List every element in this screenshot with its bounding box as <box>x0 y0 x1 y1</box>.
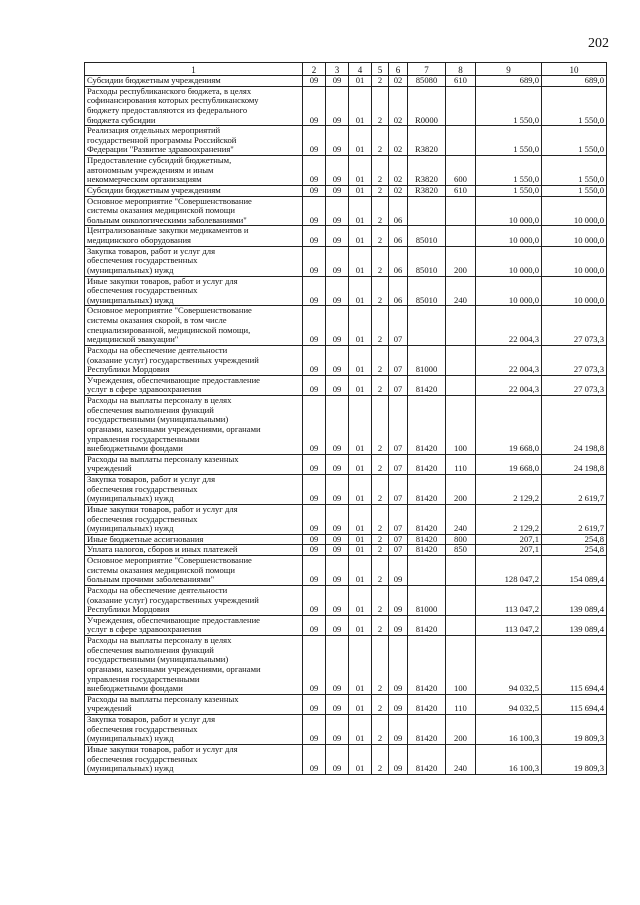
cell-amount-10: 24 198,8 <box>542 396 607 455</box>
cell-code-4: 01 <box>349 615 372 635</box>
cell-code-2: 09 <box>303 545 326 556</box>
cell-code-6: 09 <box>389 556 408 586</box>
cell-code-7: 85010 <box>408 246 446 276</box>
cell-code-5: 2 <box>372 126 389 156</box>
cell-code-3: 09 <box>326 545 349 556</box>
cell-code-8: 610 <box>446 185 476 196</box>
cell-code-2: 09 <box>303 715 326 745</box>
cell-code-6: 09 <box>389 636 408 695</box>
cell-code-3: 09 <box>326 534 349 545</box>
cell-code-8 <box>446 306 476 346</box>
cell-code-2: 09 <box>303 375 326 395</box>
cell-code-5: 2 <box>372 396 389 455</box>
table-row <box>85 126 607 156</box>
cell-code-2: 09 <box>303 226 326 246</box>
cell-amount-10: 1 550,0 <box>542 185 607 196</box>
cell-code-5: 2 <box>372 375 389 395</box>
cell-code-5: 2 <box>372 345 389 375</box>
cell-code-7: R3820 <box>408 185 446 196</box>
cell-code-6: 09 <box>389 715 408 745</box>
cell-code-2: 09 <box>303 744 326 774</box>
cell-description: Субсидии бюджетным учреждениям <box>85 185 303 196</box>
header-col-4: 4 <box>349 63 372 76</box>
cell-code-7: 85010 <box>408 226 446 246</box>
cell-code-7 <box>408 556 446 586</box>
cell-code-5: 2 <box>372 306 389 346</box>
cell-amount-10: 139 089,4 <box>542 615 607 635</box>
table-row <box>85 345 607 375</box>
table-row <box>85 306 607 346</box>
cell-code-8: 100 <box>446 396 476 455</box>
cell-amount-10: 19 809,3 <box>542 715 607 745</box>
cell-amount-9: 19 668,0 <box>476 454 542 474</box>
cell-code-5: 2 <box>372 585 389 615</box>
cell-code-2: 09 <box>303 636 326 695</box>
header-col-1: 1 <box>85 63 303 76</box>
cell-amount-9: 94 032,5 <box>476 694 542 714</box>
cell-code-4: 01 <box>349 126 372 156</box>
table-row <box>85 636 607 695</box>
cell-amount-9: 113 047,2 <box>476 615 542 635</box>
cell-code-2: 09 <box>303 454 326 474</box>
cell-code-3: 09 <box>326 156 349 186</box>
table-row <box>85 76 607 87</box>
cell-code-8: 200 <box>446 246 476 276</box>
cell-amount-10: 24 198,8 <box>542 454 607 474</box>
cell-amount-9: 1 550,0 <box>476 86 542 126</box>
cell-code-3: 09 <box>326 636 349 695</box>
cell-code-5: 2 <box>372 276 389 306</box>
cell-code-4: 01 <box>349 86 372 126</box>
cell-code-5: 2 <box>372 534 389 545</box>
cell-amount-9: 2 129,2 <box>476 504 542 534</box>
cell-code-5: 2 <box>372 156 389 186</box>
cell-code-5: 2 <box>372 636 389 695</box>
cell-amount-10: 1 550,0 <box>542 86 607 126</box>
header-col-7: 7 <box>408 63 446 76</box>
cell-code-7: 81420 <box>408 694 446 714</box>
cell-code-3: 09 <box>326 585 349 615</box>
cell-code-6: 09 <box>389 694 408 714</box>
cell-code-4: 01 <box>349 454 372 474</box>
cell-code-6: 02 <box>389 126 408 156</box>
cell-code-8: 800 <box>446 534 476 545</box>
table-row <box>85 534 607 545</box>
cell-code-7: 81420 <box>408 615 446 635</box>
cell-code-3: 09 <box>326 556 349 586</box>
cell-description: Уплата налогов, сборов и иных платежей <box>85 545 303 556</box>
cell-description: Расходы на выплаты персоналу в целях обеспечения выполнения функций государственными (муниципальными) органами, казенными учреждениями, органами управления государственными внебюджетными фондами <box>85 636 303 695</box>
cell-code-5: 2 <box>372 715 389 745</box>
cell-code-8: 200 <box>446 715 476 745</box>
cell-code-3: 09 <box>326 454 349 474</box>
cell-code-2: 09 <box>303 534 326 545</box>
cell-code-7: R0000 <box>408 86 446 126</box>
table-row <box>85 156 607 186</box>
cell-code-5: 2 <box>372 475 389 505</box>
cell-description: Централизованные закупки медикаментов и медицинского оборудования <box>85 226 303 246</box>
cell-description: Основное мероприятие "Совершенствование системы оказания скорой, в том числе специализированной, медицинской помощи, медицинской эвакуации" <box>85 306 303 346</box>
cell-code-3: 09 <box>326 196 349 226</box>
cell-code-6: 07 <box>389 375 408 395</box>
cell-code-5: 2 <box>372 185 389 196</box>
cell-code-4: 01 <box>349 585 372 615</box>
header-col-9: 9 <box>476 63 542 76</box>
cell-amount-9: 94 032,5 <box>476 636 542 695</box>
cell-code-2: 09 <box>303 126 326 156</box>
cell-description: Расходы республиканского бюджета, в целях софинансирования которых республиканскому бюджету предоставляются из федерального бюджета субсидии <box>85 86 303 126</box>
cell-code-4: 01 <box>349 196 372 226</box>
cell-code-2: 09 <box>303 185 326 196</box>
cell-code-6: 02 <box>389 156 408 186</box>
cell-description: Учреждения, обеспечивающие предоставление услуг в сфере здравоохранения <box>85 375 303 395</box>
cell-code-3: 09 <box>326 276 349 306</box>
cell-code-4: 01 <box>349 345 372 375</box>
table-row <box>85 585 607 615</box>
cell-code-3: 09 <box>326 715 349 745</box>
cell-code-8: 200 <box>446 475 476 505</box>
cell-description: Закупка товаров, работ и услуг для обеспечения государственных (муниципальных) нужд <box>85 715 303 745</box>
cell-code-2: 09 <box>303 246 326 276</box>
cell-code-8 <box>446 375 476 395</box>
cell-code-3: 09 <box>326 744 349 774</box>
cell-code-8 <box>446 86 476 126</box>
cell-code-2: 09 <box>303 76 326 87</box>
cell-code-2: 09 <box>303 556 326 586</box>
cell-code-6: 06 <box>389 246 408 276</box>
cell-amount-9: 10 000,0 <box>476 226 542 246</box>
cell-code-6: 02 <box>389 185 408 196</box>
cell-code-6: 09 <box>389 585 408 615</box>
cell-code-3: 09 <box>326 226 349 246</box>
cell-amount-9: 128 047,2 <box>476 556 542 586</box>
cell-code-4: 01 <box>349 504 372 534</box>
cell-code-7: 81420 <box>408 545 446 556</box>
cell-amount-10: 139 089,4 <box>542 585 607 615</box>
cell-code-7: 81420 <box>408 475 446 505</box>
cell-code-8 <box>446 196 476 226</box>
cell-code-4: 01 <box>349 534 372 545</box>
cell-code-8: 850 <box>446 545 476 556</box>
cell-code-8: 110 <box>446 454 476 474</box>
cell-code-6: 02 <box>389 86 408 126</box>
cell-amount-9: 689,0 <box>476 76 542 87</box>
cell-description: Иные закупки товаров, работ и услуг для обеспечения государственных (муниципальных) нужд <box>85 744 303 774</box>
cell-description: Иные закупки товаров, работ и услуг для обеспечения государственных (муниципальных) нужд <box>85 504 303 534</box>
cell-code-2: 09 <box>303 504 326 534</box>
cell-code-6: 06 <box>389 276 408 306</box>
cell-code-4: 01 <box>349 715 372 745</box>
cell-code-4: 01 <box>349 156 372 186</box>
cell-description: Закупка товаров, работ и услуг для обеспечения государственных (муниципальных) нужд <box>85 246 303 276</box>
cell-code-5: 2 <box>372 76 389 87</box>
cell-code-7: 81420 <box>408 534 446 545</box>
cell-code-2: 09 <box>303 276 326 306</box>
cell-code-2: 09 <box>303 475 326 505</box>
cell-code-7: R3820 <box>408 126 446 156</box>
cell-amount-10: 10 000,0 <box>542 226 607 246</box>
cell-code-6: 02 <box>389 76 408 87</box>
cell-amount-10: 115 694,4 <box>542 694 607 714</box>
cell-amount-9: 19 668,0 <box>476 396 542 455</box>
cell-code-6: 07 <box>389 454 408 474</box>
page-number: 202 <box>588 36 609 51</box>
cell-code-4: 01 <box>349 185 372 196</box>
cell-code-8: 240 <box>446 744 476 774</box>
cell-code-7: 85010 <box>408 276 446 306</box>
cell-code-2: 09 <box>303 585 326 615</box>
cell-code-7: 81000 <box>408 585 446 615</box>
cell-description: Иные бюджетные ассигнования <box>85 534 303 545</box>
cell-code-3: 09 <box>326 504 349 534</box>
cell-code-6: 07 <box>389 504 408 534</box>
cell-amount-9: 10 000,0 <box>476 246 542 276</box>
cell-code-6: 07 <box>389 534 408 545</box>
cell-code-5: 2 <box>372 246 389 276</box>
cell-code-4: 01 <box>349 375 372 395</box>
cell-code-5: 2 <box>372 694 389 714</box>
cell-code-2: 09 <box>303 156 326 186</box>
table-row <box>85 556 607 586</box>
cell-amount-10: 27 073,3 <box>542 306 607 346</box>
cell-amount-9: 16 100,3 <box>476 744 542 774</box>
cell-code-7: 81420 <box>408 504 446 534</box>
cell-code-7: 81420 <box>408 454 446 474</box>
header-col-10: 10 <box>542 63 607 76</box>
cell-code-4: 01 <box>349 694 372 714</box>
cell-description: Расходы на обеспечение деятельности (оказание услуг) государственных учреждений Республики Мордовия <box>85 345 303 375</box>
cell-amount-10: 1 550,0 <box>542 126 607 156</box>
cell-description: Расходы на выплаты персоналу казенных учреждений <box>85 454 303 474</box>
cell-amount-9: 10 000,0 <box>476 196 542 226</box>
cell-description: Предоставление субсидий бюджетным, автономным учреждениям и иным некоммерческим организациям <box>85 156 303 186</box>
cell-code-3: 09 <box>326 185 349 196</box>
cell-code-8 <box>446 345 476 375</box>
cell-description: Закупка товаров, работ и услуг для обеспечения государственных (муниципальных) нужд <box>85 475 303 505</box>
cell-amount-10: 689,0 <box>542 76 607 87</box>
table-row <box>85 396 607 455</box>
cell-code-2: 09 <box>303 86 326 126</box>
cell-description: Субсидии бюджетным учреждениям <box>85 76 303 87</box>
cell-description: Основное мероприятие "Совершенствование системы оказания медицинской помощи больным прочими заболеваниями" <box>85 556 303 586</box>
cell-code-4: 01 <box>349 306 372 346</box>
table-row <box>85 276 607 306</box>
cell-amount-9: 113 047,2 <box>476 585 542 615</box>
cell-code-5: 2 <box>372 454 389 474</box>
table-row <box>85 475 607 505</box>
cell-code-6: 07 <box>389 345 408 375</box>
cell-amount-10: 10 000,0 <box>542 276 607 306</box>
cell-code-6: 09 <box>389 744 408 774</box>
cell-amount-9: 10 000,0 <box>476 276 542 306</box>
header-col-3: 3 <box>326 63 349 76</box>
cell-code-5: 2 <box>372 504 389 534</box>
cell-description: Иные закупки товаров, работ и услуг для обеспечения государственных (муниципальных) нужд <box>85 276 303 306</box>
cell-amount-9: 1 550,0 <box>476 156 542 186</box>
cell-code-7: R3820 <box>408 156 446 186</box>
cell-code-8 <box>446 585 476 615</box>
cell-code-2: 09 <box>303 694 326 714</box>
cell-amount-9: 2 129,2 <box>476 475 542 505</box>
cell-code-4: 01 <box>349 76 372 87</box>
cell-code-8 <box>446 226 476 246</box>
cell-code-6: 07 <box>389 545 408 556</box>
cell-amount-10: 2 619,7 <box>542 475 607 505</box>
cell-code-4: 01 <box>349 276 372 306</box>
cell-code-3: 09 <box>326 475 349 505</box>
table-row <box>85 615 607 635</box>
cell-code-6: 07 <box>389 475 408 505</box>
cell-code-8: 240 <box>446 504 476 534</box>
table-row <box>85 715 607 745</box>
cell-code-2: 09 <box>303 615 326 635</box>
cell-code-4: 01 <box>349 475 372 505</box>
cell-amount-10: 254,8 <box>542 534 607 545</box>
cell-amount-9: 22 004,3 <box>476 306 542 346</box>
cell-amount-9: 207,1 <box>476 534 542 545</box>
cell-code-4: 01 <box>349 556 372 586</box>
cell-code-6: 06 <box>389 226 408 246</box>
cell-amount-10: 10 000,0 <box>542 246 607 276</box>
cell-code-2: 09 <box>303 306 326 346</box>
cell-description: Расходы на выплаты персоналу в целях обеспечения выполнения функций государственными (муниципальными) органами, казенными учреждениями, органами управления государственными внебюджетными фондами <box>85 396 303 455</box>
cell-code-3: 09 <box>326 76 349 87</box>
header-col-8: 8 <box>446 63 476 76</box>
cell-code-7: 81420 <box>408 375 446 395</box>
cell-code-5: 2 <box>372 744 389 774</box>
cell-code-7: 85080 <box>408 76 446 87</box>
cell-code-6: 06 <box>389 196 408 226</box>
cell-code-7: 81420 <box>408 744 446 774</box>
cell-code-5: 2 <box>372 196 389 226</box>
cell-code-5: 2 <box>372 545 389 556</box>
cell-code-8: 100 <box>446 636 476 695</box>
cell-code-5: 2 <box>372 615 389 635</box>
cell-code-2: 09 <box>303 345 326 375</box>
header-col-6: 6 <box>389 63 408 76</box>
cell-code-5: 2 <box>372 226 389 246</box>
cell-amount-9: 1 550,0 <box>476 185 542 196</box>
cell-code-4: 01 <box>349 744 372 774</box>
cell-description: Расходы на обеспечение деятельности (оказание услуг) государственных учреждений Республики Мордовия <box>85 585 303 615</box>
cell-amount-10: 1 550,0 <box>542 156 607 186</box>
cell-code-7: 81420 <box>408 715 446 745</box>
cell-amount-10: 115 694,4 <box>542 636 607 695</box>
table-row <box>85 246 607 276</box>
cell-code-8 <box>446 556 476 586</box>
table-row <box>85 196 607 226</box>
cell-code-3: 09 <box>326 246 349 276</box>
cell-code-3: 09 <box>326 126 349 156</box>
cell-code-8: 610 <box>446 76 476 87</box>
cell-code-4: 01 <box>349 545 372 556</box>
cell-code-8 <box>446 126 476 156</box>
cell-code-7: 81420 <box>408 636 446 695</box>
cell-code-4: 01 <box>349 246 372 276</box>
cell-code-3: 09 <box>326 694 349 714</box>
cell-amount-9: 22 004,3 <box>476 345 542 375</box>
table-row <box>85 545 607 556</box>
table-row <box>85 226 607 246</box>
cell-amount-9: 1 550,0 <box>476 126 542 156</box>
cell-description: Учреждения, обеспечивающие предоставление услуг в сфере здравоохранения <box>85 615 303 635</box>
cell-code-3: 09 <box>326 396 349 455</box>
cell-code-6: 07 <box>389 306 408 346</box>
cell-code-6: 07 <box>389 396 408 455</box>
cell-amount-9: 16 100,3 <box>476 715 542 745</box>
cell-amount-10: 10 000,0 <box>542 196 607 226</box>
cell-code-4: 01 <box>349 396 372 455</box>
cell-code-3: 09 <box>326 86 349 126</box>
cell-amount-10: 2 619,7 <box>542 504 607 534</box>
table-row <box>85 694 607 714</box>
table-row <box>85 375 607 395</box>
table-body <box>85 76 607 775</box>
cell-code-2: 09 <box>303 396 326 455</box>
table-row <box>85 504 607 534</box>
cell-description: Основное мероприятие "Совершенствование системы оказания медицинской помощи больным онкологическими заболеваниями" <box>85 196 303 226</box>
table-row <box>85 185 607 196</box>
cell-code-4: 01 <box>349 226 372 246</box>
cell-code-8: 600 <box>446 156 476 186</box>
cell-code-7: 81420 <box>408 396 446 455</box>
cell-amount-10: 19 809,3 <box>542 744 607 774</box>
cell-code-5: 2 <box>372 86 389 126</box>
cell-code-8: 110 <box>446 694 476 714</box>
budget-table <box>84 62 607 775</box>
cell-code-3: 09 <box>326 615 349 635</box>
cell-code-7 <box>408 196 446 226</box>
cell-code-3: 09 <box>326 306 349 346</box>
cell-code-6: 09 <box>389 615 408 635</box>
cell-code-7: 81000 <box>408 345 446 375</box>
cell-code-3: 09 <box>326 345 349 375</box>
table-row <box>85 86 607 126</box>
header-col-2: 2 <box>303 63 326 76</box>
table-row <box>85 744 607 774</box>
cell-code-8 <box>446 615 476 635</box>
cell-amount-9: 207,1 <box>476 545 542 556</box>
cell-code-8: 240 <box>446 276 476 306</box>
cell-amount-10: 154 089,4 <box>542 556 607 586</box>
cell-amount-10: 27 073,3 <box>542 345 607 375</box>
cell-description: Расходы на выплаты персоналу казенных учреждений <box>85 694 303 714</box>
table-header-row <box>85 63 607 76</box>
cell-code-2: 09 <box>303 196 326 226</box>
header-col-5: 5 <box>372 63 389 76</box>
cell-amount-10: 254,8 <box>542 545 607 556</box>
cell-code-3: 09 <box>326 375 349 395</box>
cell-code-4: 01 <box>349 636 372 695</box>
cell-amount-10: 27 073,3 <box>542 375 607 395</box>
cell-description: Реализация отдельных мероприятий государственной программы Российской Федерации "Развитие здравоохранения" <box>85 126 303 156</box>
cell-code-7 <box>408 306 446 346</box>
cell-code-5: 2 <box>372 556 389 586</box>
table-row <box>85 454 607 474</box>
cell-amount-9: 22 004,3 <box>476 375 542 395</box>
